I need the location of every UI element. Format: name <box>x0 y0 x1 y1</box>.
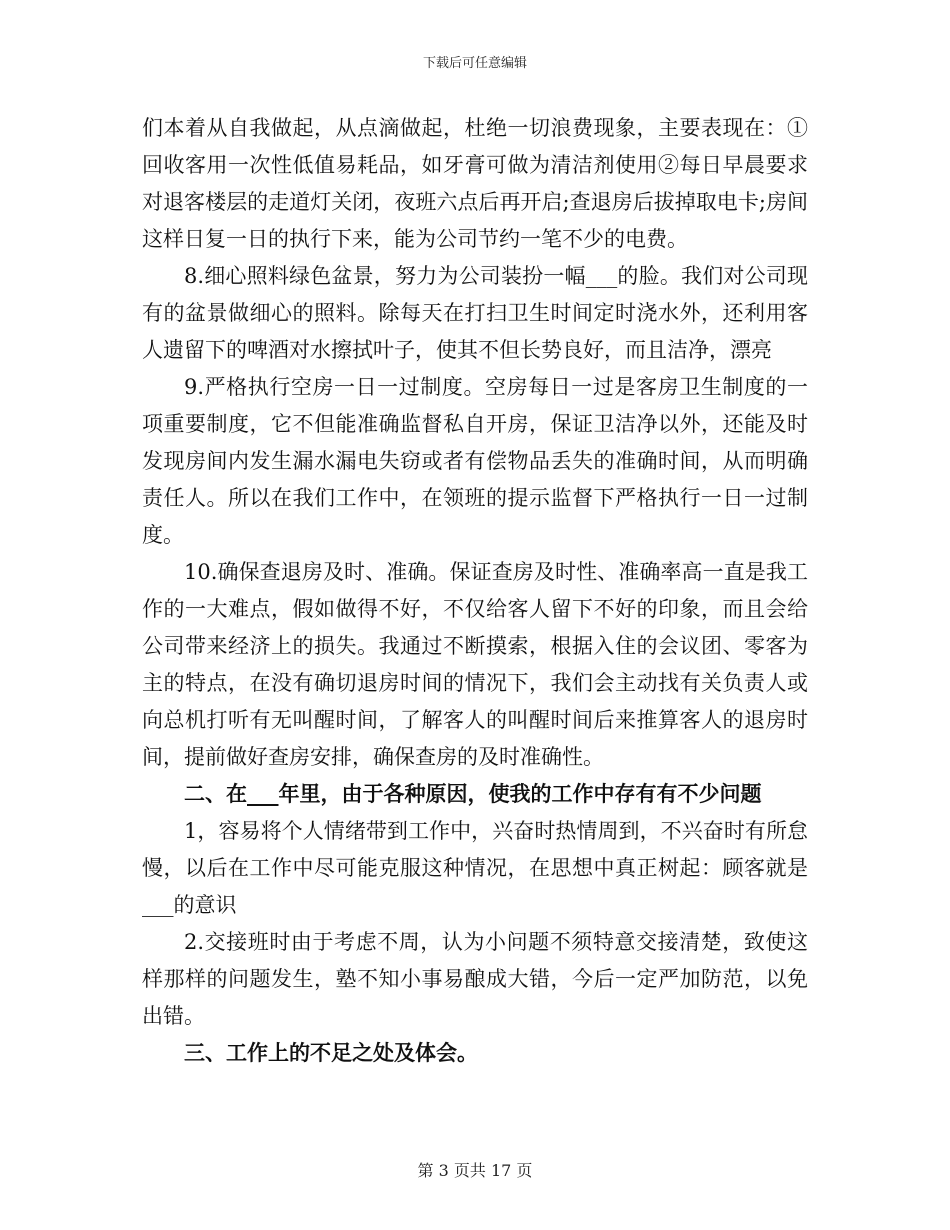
paragraph-continuation: 们本着从自我做起，从点滴做起，杜绝一切浪费现象，主要表现在：①回收客用一次性低值易耗品，如牙膏可做为清洁剂使用②每日早晨要求对退客楼层的走道灯关闭，夜班六点后再开启;查退房后拔掉取电卡;房间这样日复一日的执行下来，能为公司节约一笔不少的电费。 <box>142 116 808 251</box>
paragraph-problem-2: 2.交接班时由于考虑不周，认为小问题不须特意交接清楚，致使这样那样的问题发生，塾不知小事易酿成大错，今后一定严加防范，以免出错。 <box>142 930 808 1028</box>
paragraph-item-10: 10.确保查退房及时、准确。保证查房及时性、准确率高一直是我工作的一大难点，假如做得不好，不仅给客人留下不好的印象，而且会给公司带来经济上的损失。我通过不断摸索，根据入住的会议团、零客为主的特点，在没有确切退房时间的情况下，我们会主动找有关负责人或向总机打听有无叫醒时间，了解客人的叫醒时间后来推算客人的退房时间，提前做好查房安排，确保查房的及时准确性。 <box>142 560 808 769</box>
page-header: 下载后可任意编辑 <box>422 56 527 71</box>
paragraph-problem-1: 1，容易将个人情绪带到工作中，兴奋时热情周到，不兴奋时有所怠慢，以后在工作中尽可能克服这种情况，在思想中真正树起：顾客就是___的意识 <box>142 819 808 917</box>
page-footer: 第 3 页共 17 页 <box>417 1161 533 1180</box>
section-heading-3: 三、工作上的不足之处及体会。 <box>184 1041 478 1065</box>
section-heading-2: 二、在___年里，由于各种原因，使我的工作中存有有不少问题 <box>184 782 762 806</box>
document-body <box>142 110 808 1072</box>
paragraph-item-8: 8.细心照料绿色盆景，努力为公司装扮一幅___的脸。我们对公司现有的盆景做细心的照料。除每天在打扫卫生时间定时浇水外，还利用客人遗留下的啤酒对水擦拭叶子，使其不但长势良好，而且洁净，漂亮 <box>142 264 808 362</box>
paragraph-item-9: 9.严格执行空房一日一过制度。空房每日一过是客房卫生制度的一项重要制度，它不但能准确监督私自开房，保证卫洁净以外，还能及时发现房间内发生漏水漏电失窃或者有偿物品丢失的准确时间，从而明确责任人。所以在我们工作中，在领班的提示监督下严格执行一日一过制度。 <box>142 375 808 547</box>
